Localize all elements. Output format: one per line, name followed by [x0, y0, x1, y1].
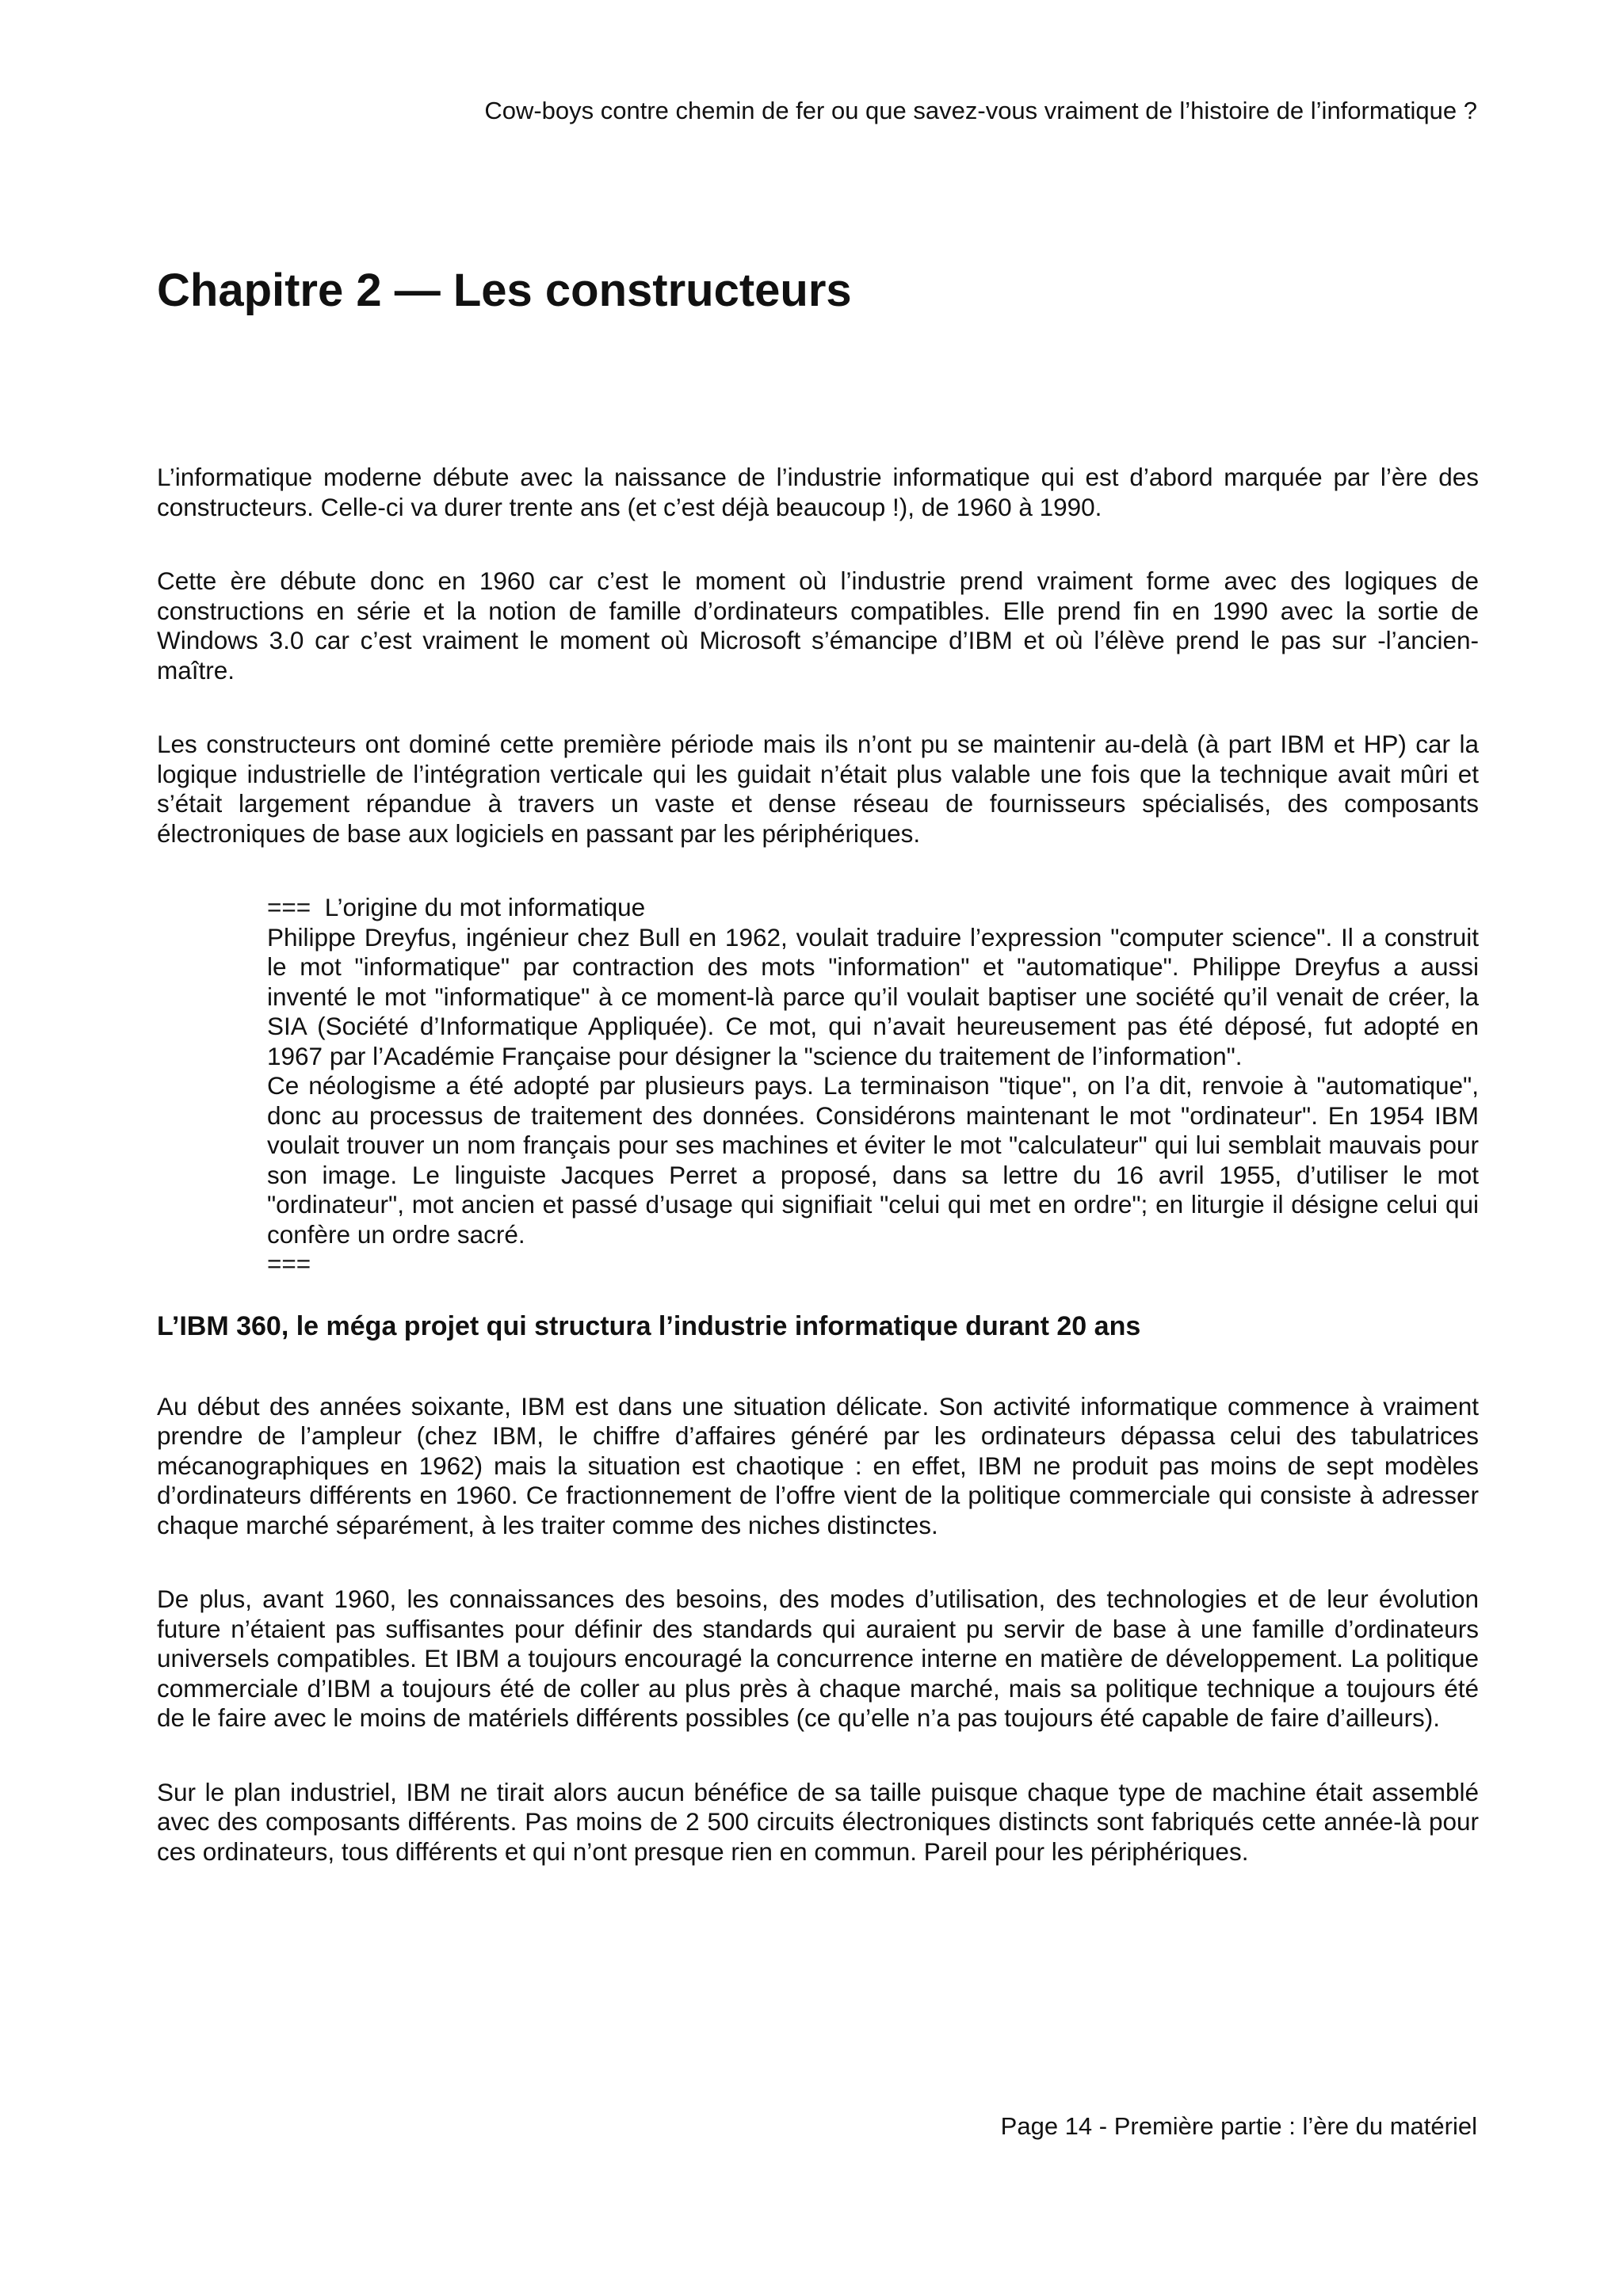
section-heading: L’IBM 360, le méga projet qui structura l’industrie informatique durant 20 ans [157, 1310, 1141, 1341]
running-header: Cow-boys contre chemin de fer ou que savez-vous vraiment de l’histoire de l’informatique ? [484, 97, 1477, 124]
paragraph-ibm-situation: Au début des années soixante, IBM est dans une situation délicate. Son activité informatique commence à vraiment prendre de l’ampleur (chez IBM, le chiffre d’affaires généré par les ordinateurs dépassa celui des tabulatrices mécanographiques en 1962) mais la situation est chaotique : en effet, IBM ne produit pas moins de sept modèles d’ordinateurs différents en 1960. Ce fractionnement de l’offre vient de la politique commerciale qui consiste à adresser chaque marché séparément, à les traiter comme des niches distinctes. [157, 1391, 1479, 1539]
note-text: Ce néologisme a été adopté par plusieurs pays. La terminaison "tique", on l’a dit, renvoie à "automatique", donc au processus de traitement des données. Considérons maintenant le mot "ordinateur". En 1954 IBM voulait trouver un nom français pour ses machines et éviter le mot "calculateur" qui lui semblait mauvais pour son image. Le linguiste Jacques Perret a proposé, dans sa lettre du 16 avril 1955, d’utiliser le mot "ordinateur", mot ancien et passé d’usage qui signifiait "celui qui met en ordre"; en liturgie il désigne celui qui confère un ordre sacré. [267, 1071, 1479, 1249]
chapter-title: Chapitre 2 — Les constructeurs [157, 265, 852, 316]
note-box-origin-informatique [267, 893, 1479, 1280]
paragraph-intro: L’informatique moderne débute avec la naissance de l’industrie informatique qui est d’abord marquée par l’ère des constructeurs. Celle-ci va durer trente ans (et c’est déjà beaucoup !), de 1960 à 1990. [157, 463, 1479, 521]
body-text [157, 463, 1479, 1911]
paragraph-era-start: Cette ère débute donc en 1960 car c’est le moment où l’industrie prend vraiment forme avec des logiques de constructions en série et la notion de famille d’ordinateurs compatibles. Elle prend fin en 1990 avec la sortie de Windows 3.0 car c’est vraiment le moment où Microsoft s’émancipe d’IBM et où l’élève prend le pas sur -l’ancien- maître. [157, 566, 1479, 685]
note-text: Philippe Dreyfus, ingénieur chez Bull en 1962, voulait traduire l’expression "computer science". Il a construit le mot "informatique" par contraction des mots "information" et "automatique". Philippe Dreyfus a aussi inventé le mot "informatique" à ce moment-là parce qu’il voulait baptiser une société qu’il venait de créer, la SIA (Société d’Informatique Appliquée). Ce mot, qui n’avait heureusement pas été déposé, fut adopté en 1967 par l’Académie Française pour désigner la "science du traitement de l’information". [267, 922, 1479, 1070]
paragraph-ibm-industrial: Sur le plan industriel, IBM ne tirait alors aucun bénéfice de sa taille puisque chaque type de machine était assemblé avec des composants différents. Pas moins de 2 500 circuits électroniques distincts sont fabriqués cette année-là pour ces ordinateurs, tous différents et qui n’ont presque rien en commun. Pareil pour les périphériques. [157, 1777, 1479, 1866]
paragraph-constructors: Les constructeurs ont dominé cette première période mais ils n’ont pu se maintenir au-delà (à part IBM et HP) car la logique industrielle de l’intégration verticale qui les guidait n’était plus valable une fois que la technique avait mûri et s’était largement répandue à travers un vaste et dense réseau de fournisseurs spécialisés, des composants électroniques de base aux logiciels en passant par les périphériques. [157, 730, 1479, 848]
running-footer: Page 14 - Première partie : l’ère du matériel [1000, 2112, 1477, 2140]
note-closing: === [267, 1249, 311, 1278]
note-heading: === L’origine du mot informatique [267, 893, 646, 921]
paragraph-ibm-standards: De plus, avant 1960, les connaissances des besoins, des modes d’utilisation, des technologies et de leur évolution future n’étaient pas suffisantes pour définir des standards qui auraient pu servir de base à une famille d’ordinateurs universels compatibles. Et IBM a toujours encouragé la concurrence interne en matière de développement. La politique commerciale d’IBM a toujours été de coller au plus près à chaque marché, mais sa politique technique a toujours été de le faire avec le moins de matériels différents possibles (ce qu’elle n’a pas toujours été capable de faire d’ailleurs). [157, 1585, 1479, 1732]
